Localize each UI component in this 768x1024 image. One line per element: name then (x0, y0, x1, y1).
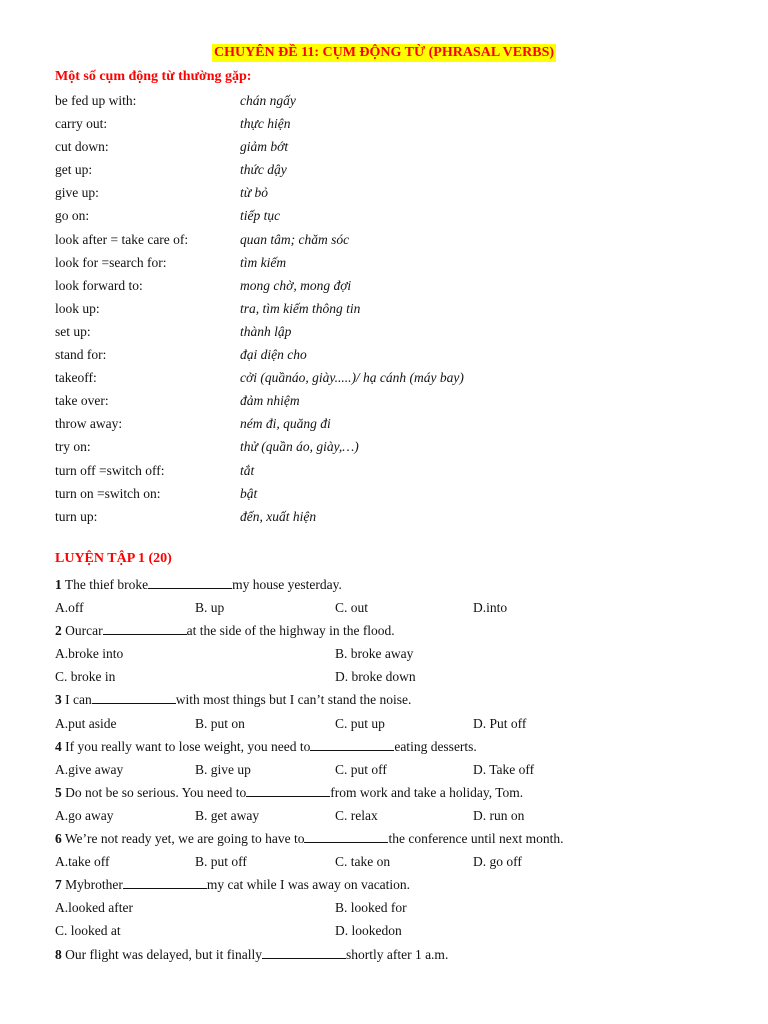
answer-option: D. run on (473, 807, 525, 823)
answer-blank (310, 738, 394, 751)
answer-option: B. put off (195, 854, 247, 870)
vocab-row (55, 206, 715, 229)
question-text-before: Ourcar (61, 623, 103, 639)
vocab-vietnamese: quan tâm; chăm sóc (240, 231, 350, 247)
question-line (55, 945, 735, 968)
answer-blank (262, 946, 346, 959)
question-text-after: shortly after 1 a.m. (345, 946, 449, 962)
answer-blank (148, 576, 232, 589)
question-text-after: my cat while I was away on vacation. (206, 877, 411, 893)
vocab-english: take over: (55, 393, 109, 409)
question-text-before: Our flight was delayed, but it finally (61, 946, 262, 962)
vocab-vietnamese: tìm kiếm (240, 254, 287, 270)
vocab-vietnamese: đại diện cho (240, 347, 307, 363)
vocab-vietnamese: ném đi, quăng đi (240, 416, 331, 432)
vocab-english: look up: (55, 300, 100, 316)
question-number: 3 (55, 692, 62, 708)
answer-option: B. up (195, 600, 225, 616)
question-number: 8 (55, 946, 62, 962)
vocab-row (55, 345, 715, 368)
answer-option: A.off (55, 600, 84, 616)
vocab-english: look for =search for: (55, 254, 167, 270)
vocab-row (55, 484, 715, 507)
vocab-vietnamese: giảm bớt (240, 139, 289, 155)
question-line (55, 829, 735, 852)
answer-option: A.looked after (55, 900, 133, 916)
vocab-row (55, 91, 715, 114)
question-text-after: at the side of the highway in the flood. (186, 623, 395, 639)
vocab-english: stand for: (55, 347, 107, 363)
answer-option: B. get away (195, 807, 260, 823)
options-row (55, 852, 735, 875)
answer-option: D. Take off (473, 761, 535, 777)
question-text-before: We’re not ready yet, we are going to have to (61, 831, 305, 847)
vocab-row (55, 414, 715, 437)
options-row (55, 644, 735, 667)
vocab-row (55, 299, 715, 322)
answer-option: C. relax (335, 807, 378, 823)
vocab-english: set up: (55, 323, 91, 339)
answer-option: A.put aside (55, 715, 117, 731)
answer-option: A.go away (55, 807, 114, 823)
vocab-english: carry out: (55, 116, 108, 132)
vocab-row (55, 114, 715, 137)
question-text-before: The thief broke (61, 577, 149, 592)
vocab-vietnamese: thành lập (240, 323, 292, 339)
answer-option: C. looked at (55, 923, 121, 939)
vocab-vietnamese: tiếp tục (240, 208, 281, 224)
question-number: 7 (55, 877, 62, 893)
answer-option: D. broke down (335, 669, 416, 685)
title-wrapper (0, 44, 768, 62)
question-text-after: eating desserts. (394, 738, 477, 754)
vocab-vietnamese: chán ngấy (240, 93, 296, 108)
vocab-vietnamese: tra, tìm kiếm thông tin (240, 300, 361, 316)
question-number: 2 (55, 623, 62, 639)
question-text-before: Mybrother (61, 877, 123, 893)
question-line (55, 621, 735, 644)
vocab-row (55, 368, 715, 391)
vocab-row (55, 437, 715, 460)
answer-blank (304, 830, 388, 843)
vocab-english: look forward to: (55, 277, 143, 293)
question-number: 4 (55, 738, 62, 754)
vocab-row (55, 137, 715, 160)
answer-blank (92, 691, 176, 704)
answer-option: C. out (335, 600, 369, 616)
vocab-english: go on: (55, 208, 90, 224)
page-title: CHUYÊN ĐỀ 11: CỤM ĐỘNG TỪ (PHRASAL VERBS) (213, 45, 555, 60)
vocab-vietnamese: mong chờ, mong đợi (240, 277, 352, 293)
question-number: 6 (55, 831, 62, 847)
answer-blank (103, 622, 187, 635)
vocab-english: give up: (55, 185, 99, 201)
vocab-row (55, 507, 715, 530)
answer-blank (123, 876, 207, 889)
question-line (55, 783, 735, 806)
answer-option: D. Put off (473, 715, 527, 731)
answer-option: D. lookedon (335, 923, 402, 939)
vocab-english: turn on =switch on: (55, 485, 161, 501)
answer-option: C. broke in (55, 669, 116, 685)
question-line (55, 575, 735, 598)
vocab-vietnamese: đến, xuất hiện (240, 508, 317, 524)
vocab-english: be fed up with: (55, 93, 137, 108)
options-row (55, 898, 735, 921)
options-row (55, 760, 735, 783)
question-list (55, 575, 735, 968)
vocab-vietnamese: thức dậy (240, 162, 287, 178)
vocab-vietnamese: đảm nhiệm (240, 393, 300, 409)
answer-option: D.into (473, 600, 508, 616)
question-line (55, 875, 735, 898)
question-text-after: from work and take a holiday, Tom. (330, 784, 524, 800)
vocab-row (55, 276, 715, 299)
options-row (55, 598, 735, 621)
answer-option: A.take off (55, 854, 110, 870)
answer-option: C. take on (335, 854, 391, 870)
vocab-english: look after = take care of: (55, 231, 189, 247)
vocab-row (55, 391, 715, 414)
question-number: 5 (55, 784, 62, 800)
vocab-vietnamese: bật (240, 485, 258, 501)
vocab-row (55, 230, 715, 253)
vocab-vietnamese: cởi (quầnáo, giày.....)/ hạ cánh (máy bay) (240, 370, 464, 386)
answer-option: B. give up (195, 761, 251, 777)
vocab-english: cut down: (55, 139, 109, 155)
answer-option: D. go off (473, 854, 522, 870)
vocab-list (55, 91, 715, 530)
vocab-english: get up: (55, 162, 93, 178)
vocab-vietnamese: từ bỏ (240, 185, 268, 201)
vocab-row (55, 183, 715, 206)
answer-option: A.broke into (55, 646, 124, 662)
answer-option: A.give away (55, 761, 124, 777)
answer-option: B. put on (195, 715, 245, 731)
vocab-row (55, 160, 715, 183)
question-text-before: If you really want to lose weight, you need to (61, 738, 311, 754)
answer-option: B. looked for (335, 900, 407, 916)
question-number: 1 (55, 577, 62, 592)
question-text-before: I can (61, 692, 92, 708)
options-row (55, 806, 735, 829)
answer-blank (246, 784, 330, 797)
vocab-vietnamese: thử (quần áo, giày,…) (240, 439, 359, 455)
vocab-english: throw away: (55, 416, 123, 432)
vocab-english: turn off =switch off: (55, 462, 165, 478)
vocab-row (55, 461, 715, 484)
question-line (55, 690, 735, 713)
vocab-english: takeoff: (55, 370, 97, 386)
answer-option: C. put off (335, 761, 387, 777)
vocab-english: turn up: (55, 508, 98, 524)
vocab-english: try on: (55, 439, 91, 455)
question-text-after: with most things but I can’t stand the noise. (175, 692, 412, 708)
options-row (55, 921, 735, 944)
answer-option: C. put up (335, 715, 385, 731)
question-line (55, 737, 735, 760)
question-text-before: Do not be so serious. You need to (61, 784, 247, 800)
answer-option: B. broke away (335, 646, 414, 662)
question-text-after: my house yesterday. (232, 577, 342, 592)
vocab-subheading: Một số cụm động từ thường gặp: (55, 69, 252, 84)
options-row (55, 667, 735, 690)
options-row (55, 714, 735, 737)
vocab-row (55, 322, 715, 345)
vocab-row (55, 253, 715, 276)
section-heading: LUYỆN TẬP 1 (20) (55, 551, 172, 566)
vocab-vietnamese: tắt (240, 462, 255, 478)
question-text-after: the conference until next month. (388, 831, 564, 847)
vocab-vietnamese: thực hiện (240, 116, 291, 132)
